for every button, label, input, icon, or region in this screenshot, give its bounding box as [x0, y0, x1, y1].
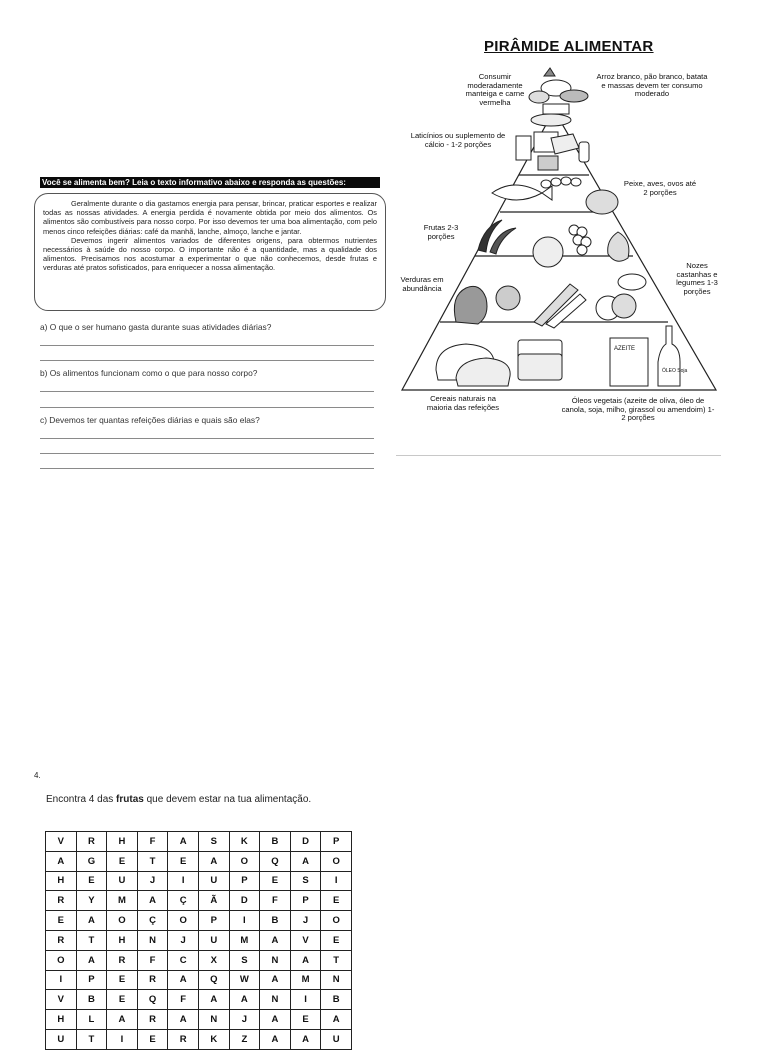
grid-cell[interactable]: E	[107, 990, 138, 1010]
grid-cell[interactable]: W	[229, 970, 260, 990]
grid-cell[interactable]: K	[198, 1029, 229, 1049]
grid-row	[46, 970, 352, 990]
grid-cell[interactable]: E	[168, 851, 199, 871]
grid-cell[interactable]: H	[46, 1010, 77, 1030]
protein-icons	[492, 177, 618, 214]
grid-cell[interactable]: T	[76, 1029, 107, 1049]
grid-cell[interactable]: E	[107, 970, 138, 990]
grid-cell[interactable]: E	[76, 871, 107, 891]
grid-cell[interactable]: S	[229, 950, 260, 970]
grid-cell[interactable]: A	[137, 891, 168, 911]
grid-cell[interactable]: A	[76, 911, 107, 931]
label-nuts: Nozes castanhas e legumes 1-3 porções	[676, 261, 718, 296]
grid-cell[interactable]: Ã	[198, 891, 229, 911]
grid-cell[interactable]: A	[290, 1029, 321, 1049]
grid-cell[interactable]: M	[107, 891, 138, 911]
grid-cell[interactable]: A	[321, 1010, 352, 1030]
grid-cell[interactable]: A	[229, 990, 260, 1010]
grid-row	[46, 911, 352, 931]
grid-cell[interactable]: K	[229, 832, 260, 852]
grid-cell[interactable]: C	[168, 950, 199, 970]
grid-cell[interactable]: E	[137, 1029, 168, 1049]
grid-cell[interactable]: N	[321, 970, 352, 990]
grid-cell[interactable]: N	[260, 990, 291, 1010]
grid-row	[46, 891, 352, 911]
grid-cell[interactable]: A	[198, 851, 229, 871]
instruction-banner: Você se alimenta bem? Leia o texto informativo abaixo e responda as questões:	[40, 177, 380, 188]
grid-row	[46, 950, 352, 970]
grid-cell[interactable]: O	[107, 911, 138, 931]
informative-text-box	[34, 193, 386, 311]
fruit-icons	[478, 220, 629, 267]
grid-cell[interactable]: G	[76, 851, 107, 871]
grid-cell[interactable]: R	[107, 950, 138, 970]
grid-cell[interactable]: Q	[137, 990, 168, 1010]
grid-cell[interactable]: J	[229, 1010, 260, 1030]
grid-row	[46, 871, 352, 891]
grid-row	[46, 851, 352, 871]
grid-cell[interactable]: A	[290, 851, 321, 871]
grid-cell[interactable]: R	[46, 891, 77, 911]
grid-cell[interactable]: D	[229, 891, 260, 911]
grid-cell[interactable]: E	[260, 871, 291, 891]
grid-cell[interactable]: E	[46, 911, 77, 931]
grid-cell[interactable]: V	[46, 990, 77, 1010]
grid-cell[interactable]: O	[229, 851, 260, 871]
vegetable-icons	[454, 274, 646, 328]
grid-cell[interactable]: A	[168, 1010, 199, 1030]
paragraph-2: Devemos ingerir alimentos variados de diferentes origens, para obtermos nutrientes necessários à saúde do nosso corpo. O importante não é a quantidade, mas a qualidade dos alimentos. Precisamos nos acostumar a experimentar o que não conhecemos, desde frutas e verduras até pratos sofisticados, para enriquecer a nossa alimentação.	[43, 235, 377, 273]
label-oils: Óleos vegetais (azeite de oliva, óleo de canola, soja, milho, girassol ou amendoim) 1-2 porções	[561, 396, 715, 423]
grid-cell[interactable]: F	[137, 832, 168, 852]
grid-cell[interactable]: U	[46, 1029, 77, 1049]
grid-cell[interactable]: P	[229, 871, 260, 891]
grid-cell[interactable]: S	[290, 871, 321, 891]
grid-cell[interactable]: P	[198, 911, 229, 931]
grid-row	[46, 990, 352, 1010]
grid-cell[interactable]: E	[321, 891, 352, 911]
grid-cell[interactable]: J	[137, 871, 168, 891]
cereal-oil-icons	[436, 326, 688, 386]
grid-cell[interactable]: R	[137, 970, 168, 990]
grid-cell[interactable]: L	[76, 1010, 107, 1030]
grid-cell[interactable]: A	[260, 1029, 291, 1049]
instruction-emphasis: frutas	[116, 794, 144, 805]
grid-cell[interactable]: F	[168, 990, 199, 1010]
grid-cell[interactable]: V	[46, 832, 77, 852]
grid-cell[interactable]: R	[168, 1029, 199, 1049]
grid-cell[interactable]: A	[76, 950, 107, 970]
answer-line[interactable]	[40, 438, 374, 439]
grid-cell[interactable]: D	[290, 832, 321, 852]
grid-cell[interactable]: X	[198, 950, 229, 970]
grid-cell[interactable]: U	[198, 871, 229, 891]
grid-cell[interactable]: Q	[260, 851, 291, 871]
grid-cell[interactable]: N	[260, 950, 291, 970]
grid-cell[interactable]: Ç	[137, 911, 168, 931]
word-search-instruction	[46, 794, 311, 805]
label-top-right: Arroz branco, pão branco, batata e massas devem ter consumo moderado	[596, 72, 708, 99]
grid-cell[interactable]: B	[321, 990, 352, 1010]
instruction-text: que devem estar na tua alimentação.	[143, 794, 312, 805]
grid-cell[interactable]: Y	[76, 891, 107, 911]
grid-row	[46, 1029, 352, 1049]
grid-cell[interactable]: O	[321, 851, 352, 871]
grid-cell[interactable]: O	[46, 950, 77, 970]
grid-cell[interactable]: T	[137, 851, 168, 871]
grid-cell[interactable]: A	[260, 1010, 291, 1030]
grid-cell[interactable]: S	[198, 832, 229, 852]
grid-cell[interactable]: A	[290, 950, 321, 970]
exercise-number: 4.	[34, 771, 41, 780]
grid-cell[interactable]: F	[260, 891, 291, 911]
label-protein: Peixe, aves, ovos até 2 porções	[623, 179, 697, 197]
grid-cell[interactable]: E	[107, 851, 138, 871]
can-label: AZEITE	[614, 346, 636, 352]
grid-cell[interactable]: N	[137, 930, 168, 950]
grid-cell[interactable]: Ç	[168, 891, 199, 911]
grid-cell[interactable]: U	[107, 871, 138, 891]
label-cereals: Cereais naturais na maioria das refeições	[426, 394, 500, 412]
grid-row	[46, 1010, 352, 1030]
grid-row	[46, 930, 352, 950]
grid-cell[interactable]: P	[76, 970, 107, 990]
grid-cell[interactable]: U	[321, 1029, 352, 1049]
label-dairy: Laticínios ou suplemento de cálcio - 1-2 porções	[410, 131, 506, 149]
label-vegetables: Verduras em abundância	[400, 275, 444, 293]
grid-cell[interactable]: F	[137, 950, 168, 970]
grid-cell[interactable]: V	[290, 930, 321, 950]
grid-cell[interactable]: J	[290, 911, 321, 931]
grid-cell[interactable]: R	[76, 832, 107, 852]
grid-cell[interactable]: A	[168, 970, 199, 990]
grid-cell[interactable]: H	[107, 930, 138, 950]
grid-cell[interactable]: I	[290, 990, 321, 1010]
grid-cell[interactable]: A	[107, 1010, 138, 1030]
grid-cell[interactable]: T	[321, 950, 352, 970]
question-b: b) Os alimentos funcionam como o que para nosso corpo?	[40, 368, 258, 378]
grid-row	[46, 832, 352, 852]
instruction-text: Encontra 4 das	[46, 794, 117, 805]
grid-cell[interactable]: A	[46, 851, 77, 871]
pyramid-title: PIRÂMIDE ALIMENTAR	[484, 38, 654, 55]
grid-cell[interactable]: P	[290, 891, 321, 911]
grid-cell[interactable]: E	[290, 1010, 321, 1030]
top-food-cluster	[529, 68, 588, 126]
answer-line[interactable]	[40, 345, 374, 346]
grid-cell[interactable]: B	[76, 990, 107, 1010]
grid-cell[interactable]: Z	[229, 1029, 260, 1049]
answer-line[interactable]	[40, 407, 374, 408]
grid-cell[interactable]: A	[260, 930, 291, 950]
answer-line[interactable]	[40, 468, 374, 469]
grid-cell[interactable]: A	[198, 990, 229, 1010]
grid-cell[interactable]: J	[168, 930, 199, 950]
grid-cell[interactable]: B	[260, 911, 291, 931]
grid-cell[interactable]: T	[76, 930, 107, 950]
paragraph-1: Geralmente durante o dia gastamos energia para pensar, brincar, praticar esportes e realizar todas as nossas atividades. A energia perdida é novamente obtida por meio dos alimentos. Os alimentos são combustíveis para nosso corpo. Por isso devemos ter uma boa alimentação, com pelo menos cinco refeições diárias: café da manhã, lanche, almoço, lanche e jantar.	[43, 199, 377, 236]
grid-cell[interactable]: A	[260, 970, 291, 990]
grid-cell[interactable]: O	[321, 911, 352, 931]
grid-cell[interactable]: M	[290, 970, 321, 990]
word-search-grid	[45, 831, 352, 1050]
grid-cell[interactable]: R	[137, 1010, 168, 1030]
section-divider	[396, 455, 721, 456]
bottle-label: ÓLEO Soja	[662, 368, 688, 374]
grid-cell[interactable]: M	[229, 930, 260, 950]
label-fruits: Frutas 2-3 porções	[423, 223, 459, 241]
grid-cell[interactable]: Q	[198, 970, 229, 990]
answer-line[interactable]	[40, 360, 374, 361]
grid-cell[interactable]: E	[321, 930, 352, 950]
answer-line[interactable]	[40, 391, 374, 392]
question-c: c) Devemos ter quantas refeições diárias e quais são elas?	[40, 415, 260, 425]
grid-cell[interactable]: O	[168, 911, 199, 931]
grid-cell[interactable]: R	[46, 930, 77, 950]
grid-cell[interactable]: I	[321, 871, 352, 891]
grid-cell[interactable]: P	[321, 832, 352, 852]
grid-cell[interactable]: H	[46, 871, 77, 891]
label-top-left: Consumir moderadamente manteiga e carne vermelha	[465, 72, 525, 107]
grid-cell[interactable]: H	[107, 832, 138, 852]
grid-cell[interactable]: B	[260, 832, 291, 852]
grid-cell[interactable]: U	[198, 930, 229, 950]
grid-cell[interactable]: N	[198, 1010, 229, 1030]
grid-cell[interactable]: I	[46, 970, 77, 990]
grid-cell[interactable]: I	[229, 911, 260, 931]
grid-cell[interactable]: I	[107, 1029, 138, 1049]
question-a: a) O que o ser humano gasta durante suas atividades diárias?	[40, 322, 272, 332]
grid-cell[interactable]: I	[168, 871, 199, 891]
grid-cell[interactable]: A	[168, 832, 199, 852]
answer-line[interactable]	[40, 453, 374, 454]
